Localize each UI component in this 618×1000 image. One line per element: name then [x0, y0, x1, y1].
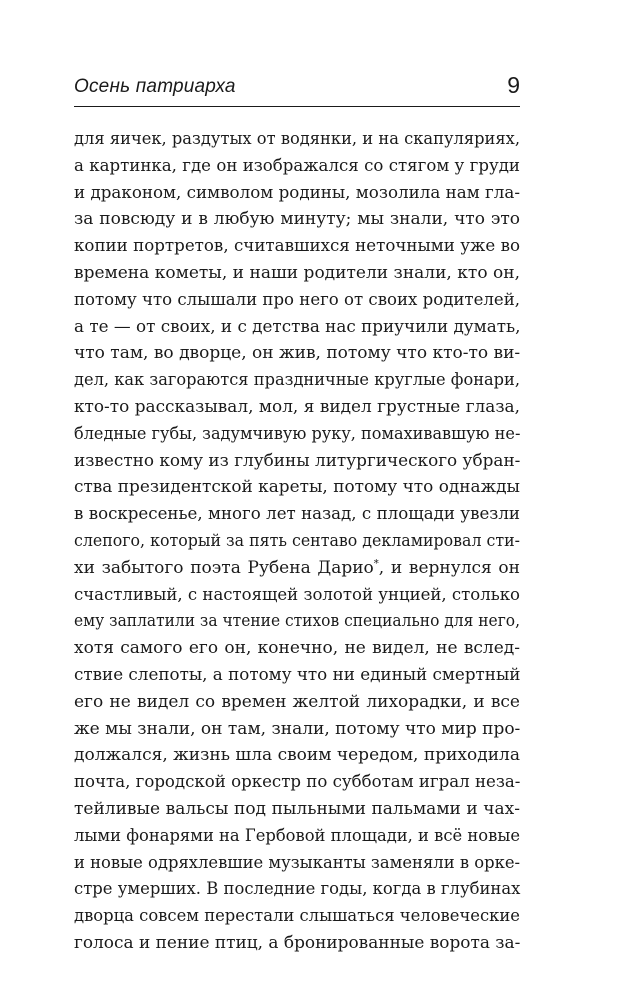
text-line-with-footnote — [74, 555, 520, 582]
text-line: за повсюду и в любую минуту; мы знали, что это — [74, 209, 520, 230]
text-line: ему заплатили за чтение стихов специально для него, — [74, 611, 520, 632]
text-line: почта, городской оркестр по субботам играл неза- — [74, 772, 521, 793]
text-line: и новые одряхлевшие музыканты заменяли в орке- — [74, 852, 521, 873]
text-line: а картинка, где он изображался со стягом у груди — [74, 155, 520, 176]
text-line: дел, как загораются праздничные круглые фонари, — [74, 370, 520, 391]
text-line: его не видел со времен желтой лихорадки, и все — [74, 691, 520, 712]
text-line: счастливый, с настоящей золотой унцией, столько — [74, 584, 520, 605]
body-text — [74, 126, 520, 957]
text-line: слепого, который за пять сентаво декламировал сти- — [74, 530, 520, 551]
text-line: и драконом, символом родины, мозолила нам гла- — [74, 182, 520, 203]
running-head — [74, 74, 520, 108]
text-line-start: хи забытого поэта Рубена Дарио — [74, 557, 374, 578]
text-line: стре умерших. В последние годы, когда в глубинах — [74, 879, 521, 900]
book-title: Осень патриарха — [74, 76, 236, 97]
text-line: должался, жизнь шла своим чередом, приходила — [74, 745, 520, 766]
text-line: для яичек, раздутых от водянки, и на скапуляриях, — [74, 129, 520, 149]
page-number: 9 — [507, 72, 520, 98]
text-line-end: , и вернулся он — [378, 557, 520, 578]
text-line: ства президентской кареты, потому что однажды — [74, 477, 520, 498]
text-line: дворца совсем перестали слышаться человеческие — [74, 906, 520, 927]
header-rule — [74, 106, 520, 107]
text-line: голоса и пение птиц, а бронированные ворота за- — [74, 932, 521, 953]
text-line: времена кометы, и наши родители знали, кто он, — [74, 262, 520, 283]
text-line: же мы знали, он там, знали, потому что мир про- — [74, 718, 521, 739]
text-line: потому что слышали про него от своих родителей, — [74, 289, 520, 310]
text-line: ствие слепоты, а потому что ни единый смертный — [74, 664, 521, 685]
text-line: что там, во дворце, он жив, потому что кто-то ви- — [74, 343, 521, 364]
text-line: кто-то рассказывал, мол, я видел грустные глаза, — [74, 396, 520, 417]
text-line: лыми фонарями на Гербовой площади, и всё новые — [74, 825, 520, 846]
text-line: копии портретов, считавшихся неточными уже во — [74, 236, 520, 257]
footnote-marker[interactable]: * — [373, 558, 379, 570]
text-line: бледные губы, задумчивую руку, помахивавшую не- — [74, 423, 521, 444]
text-line: тейливые вальсы под пыльными пальмами и чах- — [74, 798, 520, 819]
text-line: хотя самого его он, конечно, не видел, не вслед- — [74, 638, 520, 659]
text-line: а те — от своих, и с детства нас приучили думать, — [74, 316, 521, 337]
text-line: известно кому из глубины литургического убран- — [74, 450, 521, 471]
text-line: в воскресенье, много лет назад, с площади увезли — [74, 504, 520, 525]
